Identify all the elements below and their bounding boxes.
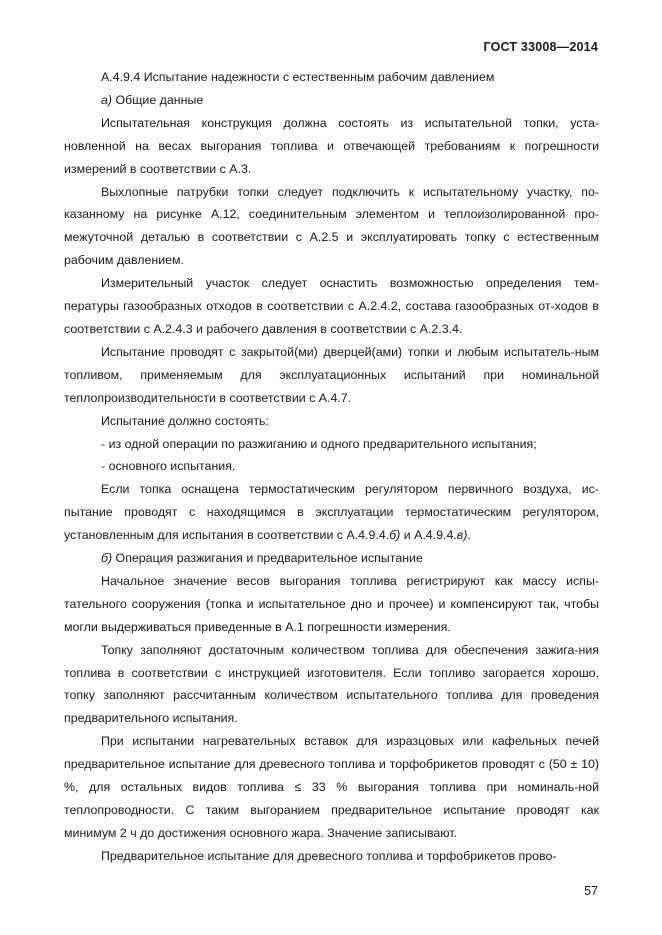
paragraph: Топку заполняют достаточным количеством топлива для обеспечения зажига-ния топлива в соответствии с инструкцией изготовителя. Если топливо загорается хорошо, топку заполняют рассчитанным количеством испытательного топлива для проведения предварительного испытания. xyxy=(64,642,599,726)
text-run: . xyxy=(467,528,471,543)
text-run: Если топка оснащена термостатическим регулятором первичного воздуха, ис-пытание проводят с находящимся в эксплуатации термостатическим регулятором, установленным для испытания в соответствии с А.4.9.4. xyxy=(64,482,599,543)
list-item: - основного испытания. xyxy=(101,459,236,474)
page-number: 57 xyxy=(584,884,598,898)
text-run-italic: б) xyxy=(389,528,401,543)
list-marker: б) xyxy=(101,551,113,566)
page-body xyxy=(64,66,599,868)
subsection-a-heading xyxy=(64,89,599,112)
list-item: - из одной операции по разжиганию и одного предварительного испытания; xyxy=(101,436,537,451)
text-run-italic: в) xyxy=(456,528,468,543)
list-marker: а) xyxy=(101,92,113,107)
paragraph: Начальное значение весов выгорания топлива регистрируют как массу испы-тательного сооружения (топка и испытательное дно и прочее) и компенсируют так, чтобы могли выдерживаться приведенные в А.1 погрешности измерения. xyxy=(64,573,599,634)
subsection-title: Операция разжигания и предварительное испытание xyxy=(112,551,423,566)
subsection-title: Общие данные xyxy=(112,92,204,107)
paragraph: Измерительный участок следует оснастить возможностью определения тем-пературы газообразных отходов в соответствии с А.2.4.2, состава газообразных от-ходов в соответствии с А.2.4.3 и рабочего давления в соответствии с А.2.3.4. xyxy=(64,276,599,336)
document-code: ГОСТ 33008—2014 xyxy=(483,40,598,54)
subsection-b-heading xyxy=(64,547,599,570)
paragraph xyxy=(64,478,599,547)
text-run: и А.4.9.4. xyxy=(400,528,457,543)
paragraph: Испытание проводят с закрытой(ми) дверцей(ами) топки и любым испытатель-ным топливом, применяемым для эксплуатационных испытаний при номинальной теплопроизводительности в соответствии с А.4.7. xyxy=(64,344,599,405)
paragraph: Испытательная конструкция должна состоять из испытательной топки, уста-новленной на весах выгорания топлива и отвечающей требованиям к погрешности измерений в соответствии с А.3. xyxy=(64,115,599,176)
section-heading: А.4.9.4 Испытание надежности с естественным рабочим давлением xyxy=(101,70,495,84)
paragraph: При испытании нагревательных вставок для изразцовых или кафельных печей предварительное испытание для древесного топлива и торфобрикетов проводят с (50 ± 10) %, для остальных видов топлива ≤ 33 % выгорания топлива при номиналь-ной теплопроводности. С таким выгоранием предварительное испытание проводят как минимум 2 ч до достижения основного жара. Значение записывают. xyxy=(64,734,599,840)
paragraph: Выхлопные патрубки топки следует подключить к испытательному участку, по-казанному на рисунке А.12, соединительным элементом и теплоизолированной про-межуточной деталью в соответствии с А.2.5 и эксплуатировать топку с естественным рабочим давлением. xyxy=(64,184,599,268)
paragraph: Предварительное испытание для древесного топлива и торфобрикетов прово- xyxy=(101,848,557,863)
paragraph: Испытание должно состоять: xyxy=(101,413,269,428)
